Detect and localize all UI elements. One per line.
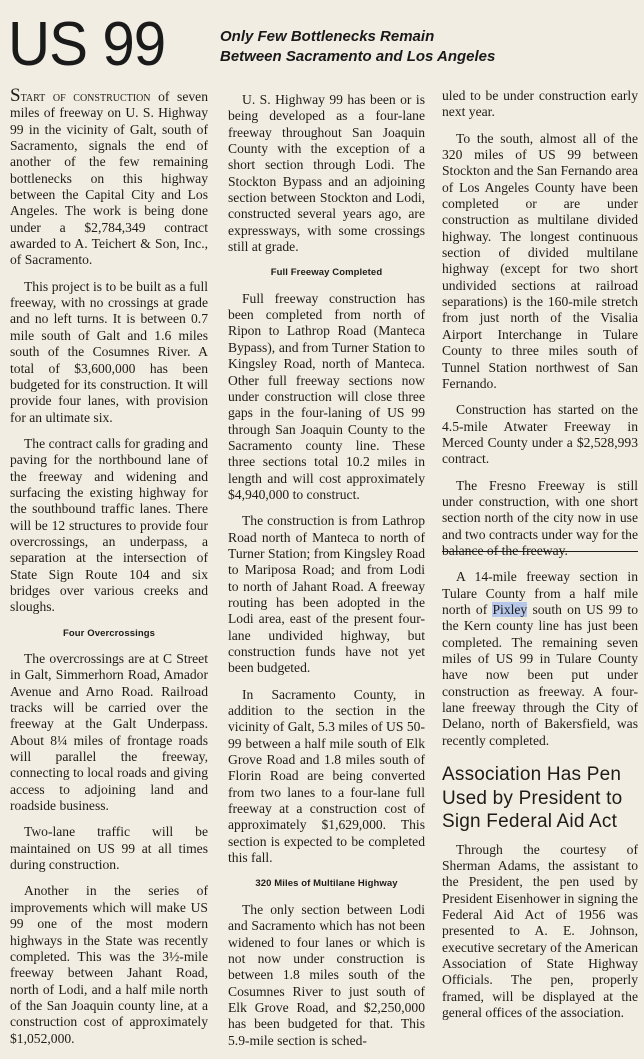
divider <box>442 551 638 552</box>
column-3 <box>442 88 638 1031</box>
paragraph: The only section between Lodi and Sacramento which has not been widened to four lanes or which is not now under construction is between 1.8 miles south of the Cosumnes River to just south of Elk Grove Road, and $2,250,000 has been budgeted for that. This 5.9-mile section is sched- <box>228 901 425 1048</box>
subtitle-line-2: Between Sacramento and Los Angeles <box>220 48 496 65</box>
highlighted-word[interactable]: Pixley <box>492 601 528 617</box>
paragraph <box>10 85 209 269</box>
paragraph-text: of seven miles of freeway on U. S. Highway 99 in the vicinity of Galt, south of Sacramento, signals the end of another of the few remaining bottlenecks on this highway between the Capital City and Los Angeles. The work is being done under a $2,784,349 contract awarded to A. Teichert & Son, Inc., of Sacramento. <box>10 89 209 268</box>
paragraph: The contract calls for grading and paving for the northbound lane of the freeway and widening and surfacing the existing highway for the southbound traffic lanes. There will be 12 structures to provide four overcrossings, an underpass, a separation at the intersection of State Sign Route 104 and six bridges over various creeks and sloughs. <box>10 435 208 615</box>
lead-in: tart of construction <box>20 89 151 104</box>
paragraph: Two-lane traffic will be maintained on US 99 at all times during construction. <box>10 824 208 873</box>
paragraph: Through the courtesy of Sherman Adams, the assistant to the President, the pen used by President Eisenhower in signing the Federal Aid Act of 1956 was presented to A. E. Johnson, executive secretary of the American Association of State Highway Officials. The pen, properly framed, will be displayed at the general offices of the association. <box>442 841 638 1020</box>
paragraph: In Sacramento County, in addition to the section in the vicinity of Galt, 5.3 miles of US 50-99 between a half mile south of Elk Grove Road and 1.8 miles south of Florin Road are being converted from two lanes to a four-lane full freeway at a construction cost of approximately $1,629,000. This section is expected to be completed this fall. <box>228 686 425 866</box>
paragraph: This project is to be built as a full freeway, with no crossings at grade and no left turns. It is between 0.7 mile south of Galt and 1.6 miles south of the Cosumnes River. A total of $3,600,000 has been budgeted for its construction. It will provide four lanes, with provision for an ultimate six. <box>10 278 208 425</box>
paragraph <box>442 569 638 749</box>
article-headline: Association Has Pen Used by President to Sign Federal Aid Act <box>442 764 623 833</box>
paragraph-text: A 14-mile freeway section in Tulare County from a half mile north of <box>442 569 638 617</box>
paragraph: Construction has started on the 4.5-mile Atwater Freeway in Merced County under a $2,528,993 contract. <box>442 402 638 467</box>
paragraph-text: south on US 99 to the Kern county line has just been completed. The remaining seven miles of US 99 in Tulare County have now been put under construction as freeway. A four-lane freeway through the City of Delano, north of Bakersfield, was recently completed. <box>442 601 638 748</box>
subtitle-line-1: Only Few Bottlenecks Remain <box>220 28 435 45</box>
paragraph: Another in the series of improvements which will make US 99 one of the most modern highways in the State was recently completed. This was the 3½-mile freeway between Jahant Road, north of Lodi, and a half mile north of the San Joaquin county line, at a construction cost of approximately $1,052,000. <box>10 883 208 1046</box>
paragraph: The overcrossings are at C Street in Galt, Simmerhorn Road, Amador Avenue and Arno Road. Railroad tracks will be carried over the freeway at the Galt Underpass. About 8¼ miles of frontage roads will parallel the freeway, connecting to local roads and giving access to adjoining land and roadside business. <box>10 651 208 814</box>
column-2 <box>228 88 425 1059</box>
paragraph: uled to be under construction early next year. <box>442 88 638 120</box>
page-title: US 99 <box>8 10 166 79</box>
paragraph: U. S. Highway 99 has been or is being developed as a four-lane freeway throughout San Joaquin County with the exception of a short section through Lodi. The Stockton Bypass and an adjoining section between Stockton and Lodi, constructed several years ago, are expressways, with some crossings still at grade. <box>228 92 425 255</box>
section-heading: Four Overcrossings <box>62 627 156 639</box>
column-1 <box>10 85 209 1057</box>
paragraph: Full freeway construction has been completed from north of Ripon to Lathrop Road (Manteca Bypass), and from Turner Station to Kingsley Road, north of Manteca. Other full freeway sections now under construction will close three gaps in the four-laning of US 99 through San Joaquin County to the Sacramento county line. These three sections total 10.2 miles in length and will cost approximately $4,940,000 to construct. <box>228 290 425 502</box>
drop-cap: S <box>10 85 21 106</box>
section-heading: 320 Miles of Multilane Highway <box>255 878 398 890</box>
paragraph: The construction is from Lathrop Road north of Manteca to north of Turner Station; from Kingsley Road to Mariposa Road; and from Lodi to north of Jahant Road. A freeway routing has been adopted in the Lodi area, east of the present four-lane undivided highway, but construction funds have not yet been budgeted. <box>228 513 425 676</box>
paragraph: The Fresno Freeway is still under construction, with one short section north of the city now in use and two contracts under way for the balance of the freeway. <box>442 477 638 558</box>
paragraph: To the south, almost all of the 320 miles of US 99 between Stockton and the San Fernando area of Los Angeles County have been completed or are under construction as multilane divided highway. The longest continuous section of divided multilane highway (except for two short undivided sections at railroad separations) is the 160-mile stretch from just north of the Visalia Airport Interchange in Tulare County to three miles south of Tunnel Station northwest of San Fernando. <box>442 130 638 391</box>
page-subtitle <box>220 27 495 67</box>
section-heading: Full Freeway Completed <box>270 267 383 279</box>
